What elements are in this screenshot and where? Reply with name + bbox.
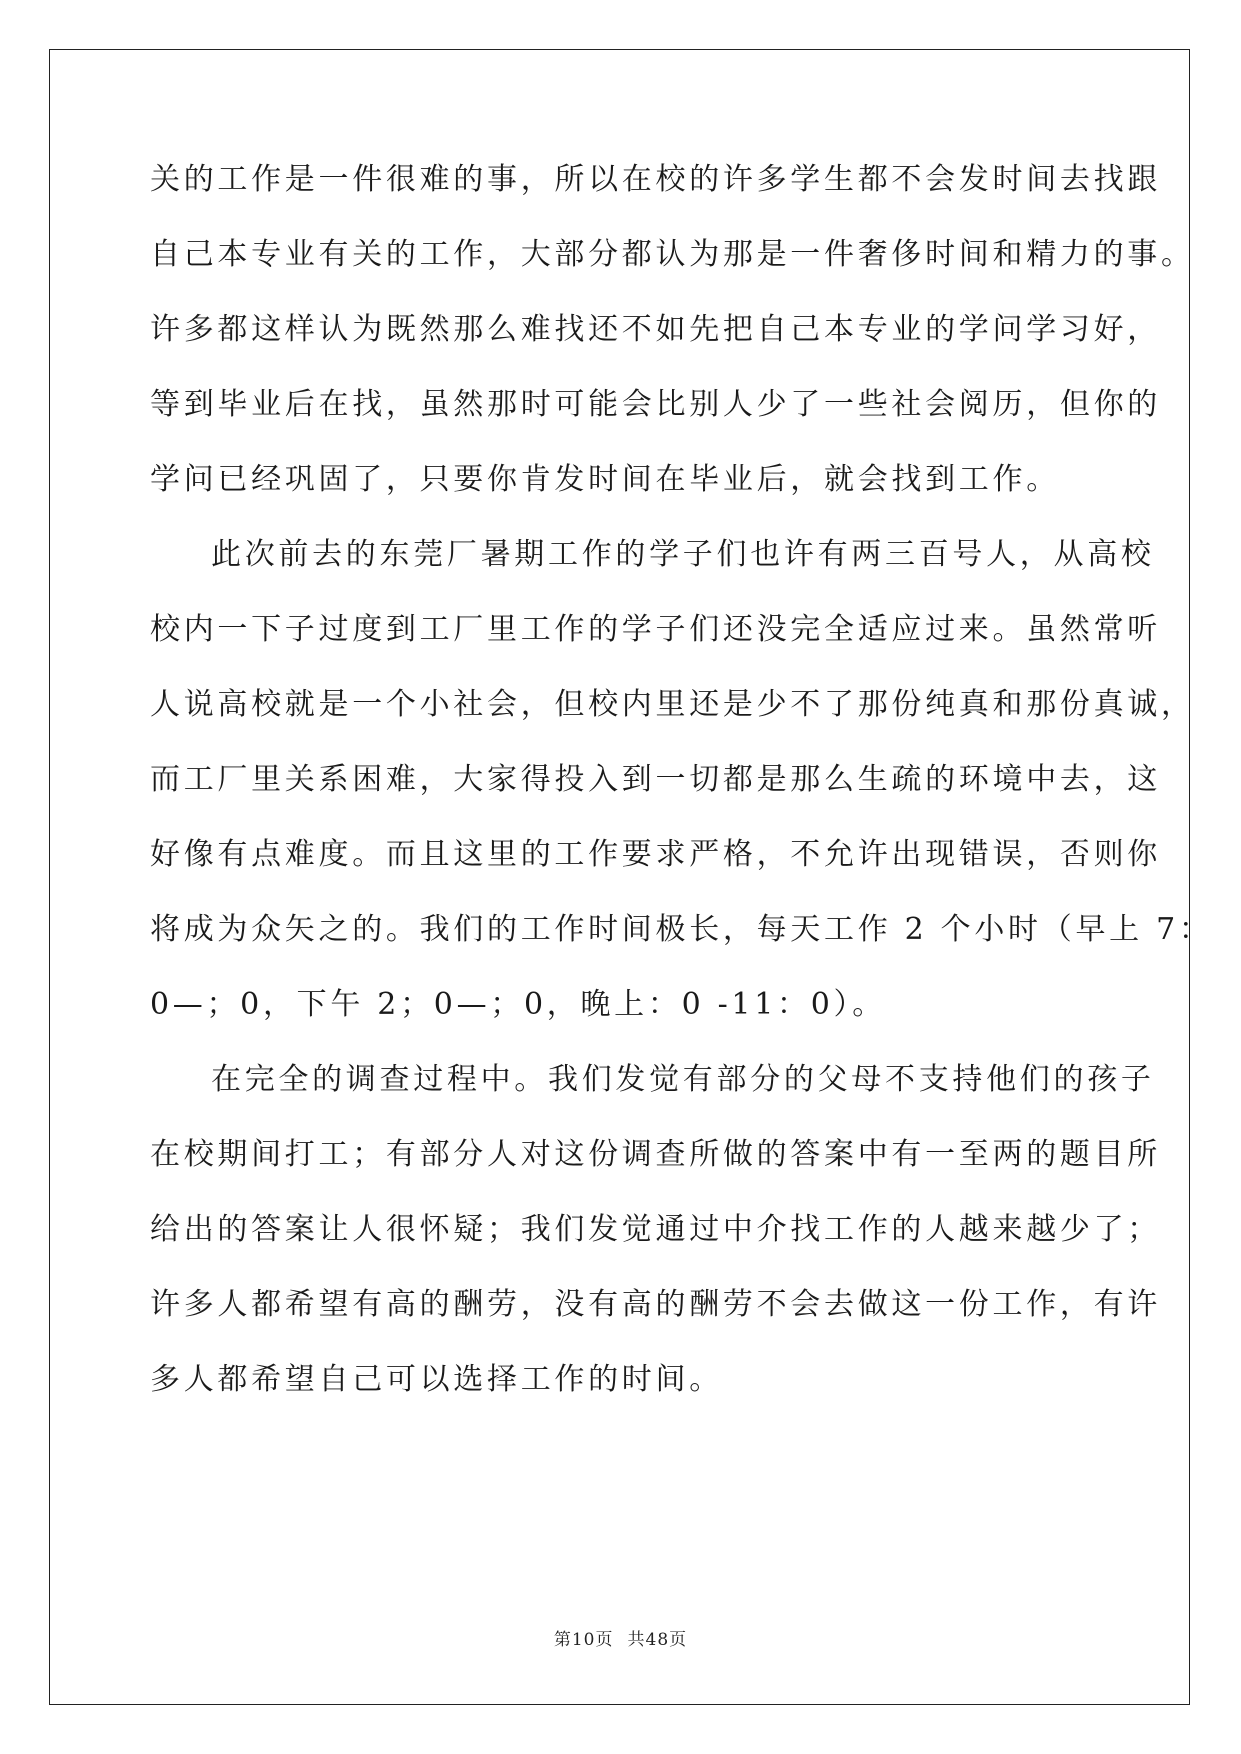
text-line: 而工厂里关系困难，大家得投入到一切都是那么生疏的环境中去，这 <box>150 762 1161 797</box>
page-number-footer <box>0 1628 1241 1652</box>
total-pages-label: 共48页 <box>627 1630 688 1650</box>
text-line: 将成为众矢之的。我们的工作时间极长，每天工作 2 个小时（早上 7： <box>150 912 1213 947</box>
text-line: 给出的答案让人很怀疑；我们发觉通过中介找工作的人越来越少了； <box>150 1212 1161 1247</box>
text-line: 人说高校就是一个小社会，但校内里还是少不了那份纯真和那份真诚， <box>150 687 1195 722</box>
text-line: 多人都希望自己可以选择工作的时间。 <box>150 1362 723 1397</box>
text-line: 许多人都希望有高的酬劳，没有高的酬劳不会去做这一份工作，有许 <box>150 1287 1161 1322</box>
text-line: 许多都这样认为既然那么难找还不如先把自己本专业的学问学习好， <box>150 312 1161 347</box>
text-line: 此次前去的东莞厂暑期工作的学子们也许有两三百号人，从高校 <box>211 537 1155 572</box>
text-line: 关的工作是一件很难的事，所以在校的许多学生都不会发时间去找跟 <box>150 162 1161 197</box>
text-line: 学问已经巩固了，只要你肯发时间在毕业后，就会找到工作。 <box>150 462 1060 497</box>
current-page-label: 第10页 <box>553 1630 614 1650</box>
text-line: 在校期间打工；有部分人对这份调查所做的答案中有一至两的题目所 <box>150 1137 1161 1172</box>
text-line: 好像有点难度。而且这里的工作要求严格，不允许出现错误，否则你 <box>150 837 1161 872</box>
text-line: 在完全的调查过程中。我们发觉有部分的父母不支持他们的孩子 <box>211 1062 1155 1097</box>
text-line: 校内一下子过度到工厂里工作的学子们还没完全适应过来。虽然常听 <box>150 612 1161 647</box>
text-line: 0—；0，下午 2；0—；0，晚上：0 -11：0）。 <box>150 987 886 1022</box>
text-line: 等到毕业后在找，虽然那时可能会比别人少了一些社会阅历，但你的 <box>150 387 1161 422</box>
text-line: 自己本专业有关的工作，大部分都认为那是一件奢侈时间和精力的事。 <box>150 237 1195 272</box>
